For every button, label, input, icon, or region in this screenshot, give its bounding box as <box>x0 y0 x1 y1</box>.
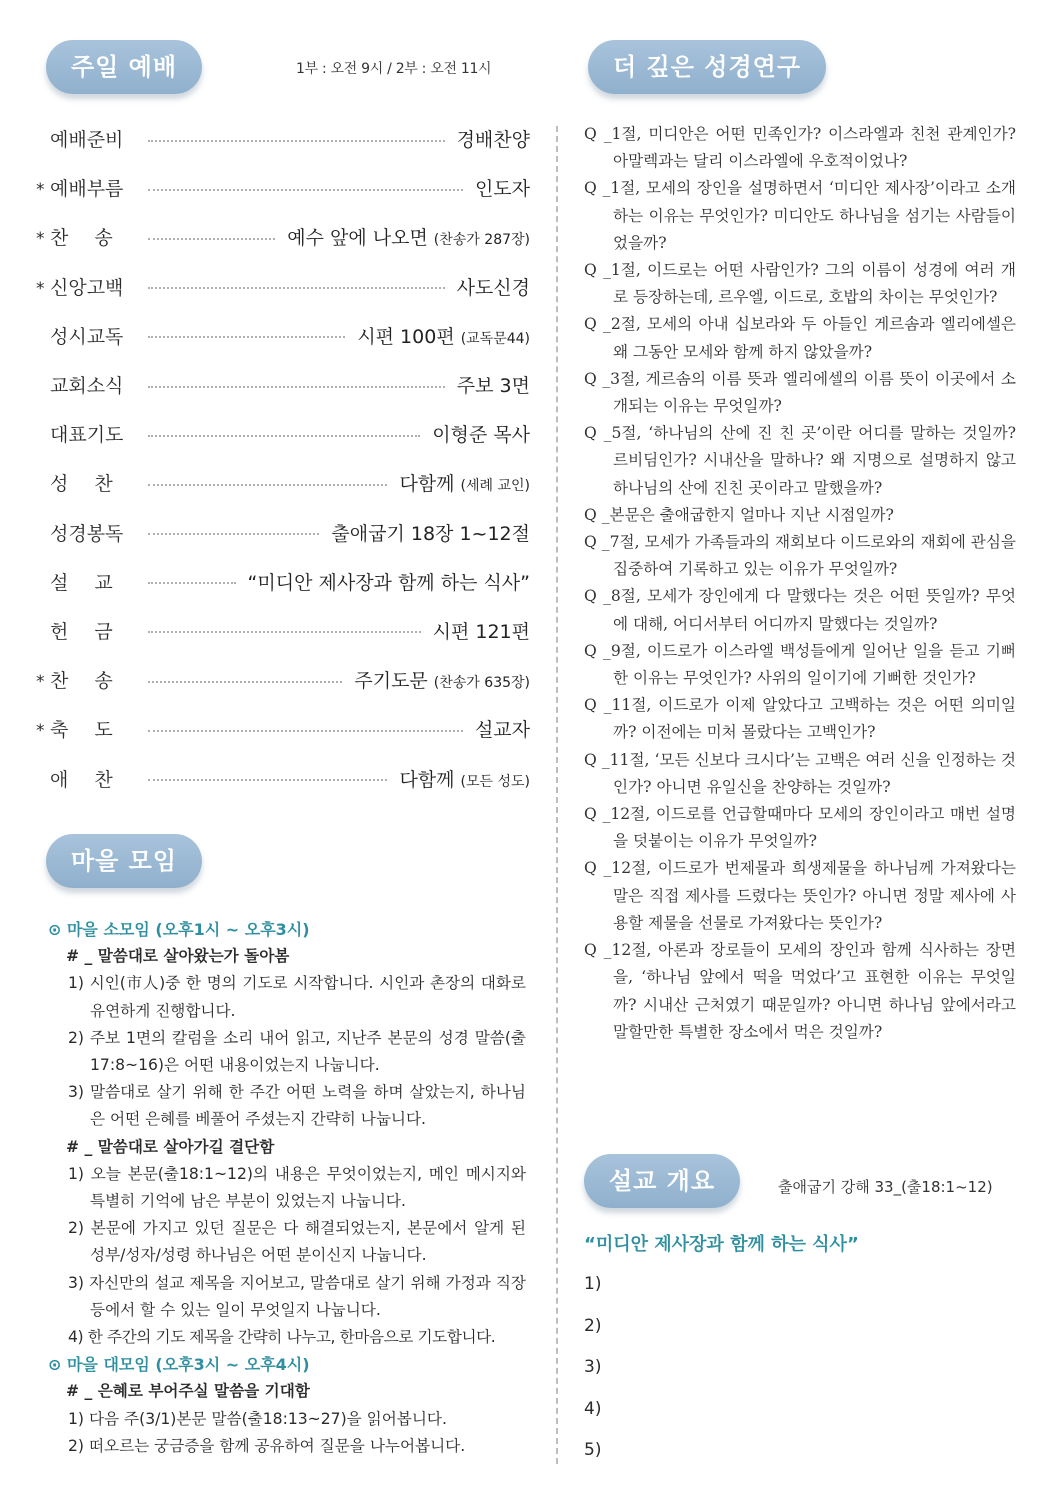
order-value-text: 출애굽기 18장 1~12절 <box>331 522 530 545</box>
order-value <box>457 273 530 300</box>
list-item: 1) 시인(市人)중 한 명의 기도로 시작합니다. 시인과 촌장의 대화로 유연하게 진행합니다. <box>68 974 526 1020</box>
sermon-point: 3) <box>584 1357 602 1377</box>
order-row <box>36 753 530 802</box>
order-name-text: 신앙고백 <box>50 276 124 299</box>
dot-leader <box>148 631 421 633</box>
question-item: Q _12절, 이드로가 번제물과 희생제물을 하나님께 가져왔다는 말은 직접 제사를 드렸다는 뜻인가? 아니면 정말 제사에 사용할 제물을 선물로 가져왔다는 뜻인가? <box>584 859 1016 932</box>
list-item: 2) 떠오르는 궁금증을 함께 공유하여 질문을 나누어봅니다. <box>68 1436 466 1455</box>
list-item: 2) 주보 1면의 칼럼을 소리 내어 읽고, 지난주 본문의 성경 말씀(출17:8~16)은 어떤 내용이었는지 나눕니다. <box>68 1028 526 1075</box>
large-group-heading: ⊙ 마을 대모임 (오후3시 ~ 오후4시) <box>48 1355 310 1375</box>
order-name <box>36 223 139 250</box>
order-name-text: 설교 <box>50 571 139 594</box>
order-name <box>36 715 139 742</box>
order-row <box>36 311 530 360</box>
sermon-point: 4) <box>584 1398 602 1419</box>
order-value-text: 인도자 <box>474 178 530 201</box>
dot-leader <box>148 533 319 535</box>
sermon-point: 5) <box>584 1440 602 1460</box>
order-value <box>457 125 530 152</box>
question-item: Q _3절, 게르솜의 이름 뜻과 엘리에셀의 이름 뜻이 이곳에서 소개되는 이유는 무엇일까? <box>584 369 1016 416</box>
dot-leader <box>148 386 445 388</box>
order-value-text: 사도신경 <box>456 276 530 299</box>
dot-leader <box>148 140 445 142</box>
order-name-text: 축도 <box>50 719 139 742</box>
column-divider <box>556 126 558 1464</box>
standing-mark: * <box>36 672 45 693</box>
worship-title: 주일 예배 <box>46 40 202 94</box>
order-value-text: 설교자 <box>474 719 530 742</box>
dot-leader <box>148 189 463 191</box>
order-value <box>357 322 530 349</box>
order-name <box>36 371 126 398</box>
order-value <box>399 469 530 496</box>
question-item: Q _1절, 미디안은 어떤 민족인가? 이스라엘과 친천 관계인가? 아말렉과는 달리 이스라엘에 우호적이었나? <box>584 125 1016 171</box>
order-value-note: (모든 성도) <box>460 773 530 790</box>
order-name-text: 예배준비 <box>50 129 124 152</box>
order-value <box>475 174 530 201</box>
question-item: Q _2절, 모세의 아내 십보라와 두 아들인 게르솜과 엘리에셀은 왜 그동안 모세와 함께 하지 않았을까? <box>584 315 1016 361</box>
order-value-text: 다함께 <box>399 768 455 791</box>
order-value <box>399 765 530 792</box>
sermon-heading: “미디안 제사장과 함께 하는 식사” <box>584 1234 859 1255</box>
list-item: 3) 자신만의 설교 제목을 지어보고, 말씀대로 살기 위해 가정과 직장 등에서 할 수 있는 일이 무엇일지 나눕니다. <box>68 1273 526 1319</box>
dot-leader <box>148 779 387 781</box>
order-value <box>457 371 530 398</box>
order-row <box>36 655 530 704</box>
village-section <box>48 916 526 1460</box>
order-row <box>36 508 530 557</box>
order-value-text: 예수 앞에 나오면 <box>287 227 428 250</box>
order-row <box>36 704 530 753</box>
question-item: Q _1절, 모세의 장인을 설명하면서 ‘미디안 제사장’이라고 소개하는 이유는 무엇인가? 미디안도 하나님을 섬기는 사람들이었을까? <box>584 179 1016 252</box>
study-title: 더 깊은 성경연구 <box>588 40 826 94</box>
order-value <box>287 223 530 250</box>
question-item: Q _11절, ‘모든 신보다 크시다’는 고백은 여러 신을 인정하는 것인가? 아니면 유일신을 찬양하는 것일까? <box>584 750 1016 796</box>
standing-mark: * <box>36 180 45 201</box>
sermon-point: 2) <box>584 1315 602 1336</box>
order-value-note: (교독문44) <box>460 330 530 347</box>
dot-leader <box>148 435 420 437</box>
village-title: 마을 모임 <box>46 834 202 888</box>
sermon-point: 1) <box>584 1274 602 1294</box>
order-name-text: 찬송 <box>50 227 139 250</box>
list-item: 1) 다음 주(3/1)본문 말씀(출18:13~27)을 읽어봅니다. <box>68 1409 447 1428</box>
order-value <box>475 715 530 742</box>
sermon-title-pill: 설교 개요 <box>584 1154 740 1208</box>
order-name-text: 성경봉독 <box>50 522 124 545</box>
dot-leader <box>148 484 387 486</box>
standing-mark: * <box>36 229 45 250</box>
order-row <box>36 458 530 507</box>
small-group-sub2: # _ 말씀대로 살아가길 결단함 <box>66 1137 275 1156</box>
order-value <box>432 420 530 447</box>
question-item: Q _11절, 이드로가 이제 알았다고 고백하는 것은 어떤 의미일까? 이전에는 미처 몰랐다는 고백인가? <box>584 696 1016 742</box>
order-value <box>331 519 530 546</box>
small-group-sub1: # _ 말씀대로 살아왔는가 돌아봄 <box>66 947 290 966</box>
order-name <box>36 666 139 693</box>
order-value-text: 시편 100편 <box>357 325 455 348</box>
question-item: Q _7절, 모세가 가족들과의 재회보다 이드로와의 재회에 관심을 집중하여 기록하고 있는 이유가 무엇일까? <box>584 533 1016 579</box>
question-item: Q _12절, 이드로를 언급할때마다 모세의 장인이라고 매번 설명을 덧붙이는 이유가 무엇일까? <box>584 805 1016 851</box>
order-name-text: 성찬 <box>50 473 139 496</box>
sermon-reference: 출애굽기 강해 33_(출18:1~12) <box>778 1178 993 1196</box>
order-name-text: 예배부름 <box>50 178 124 201</box>
order-name <box>36 273 126 300</box>
dot-leader <box>148 287 445 289</box>
order-name-text: 헌금 <box>50 620 139 643</box>
order-value-text: “미디안 제사장과 함께 하는 식사” <box>247 571 530 594</box>
question-item: Q _9절, 이드로가 이스라엘 백성들에게 일어난 일을 듣고 기뻐한 이유는 무엇인가? 사위의 일이기에 기뻐한 것인가? <box>584 641 1016 688</box>
order-name <box>36 420 126 447</box>
order-row <box>36 262 530 311</box>
dot-leader <box>148 238 275 240</box>
order-value-text: 이형준 목사 <box>432 424 530 447</box>
order-value <box>248 568 530 595</box>
dot-leader <box>148 730 463 732</box>
list-item: 2) 본문에 가지고 있던 질문은 다 해결되었는지, 본문에서 알게 된 성부/성자/성령 하나님은 어떤 분이신지 나눕니다. <box>68 1219 526 1265</box>
question-item: Q _5절, ‘하나님의 산에 진 친 곳’이란 어디를 말하는 것일까? 르비딤인가? 시내산을 말하나? 왜 지명으로 설명하지 않고 하나님의 산에 진친 곳이라고 말했을까? <box>584 424 1016 497</box>
question-item: Q _12절, 아론과 장로들이 모세의 장인과 함께 식사하는 장면을, ‘하나님 앞에서 떡을 먹었다’고 표현한 이유는 무엇일까? 시내산 근처였기 때문일까? 아니면 하나님 앞에서라고 말할만한 특별한 장소에서 먹은 것일까? <box>584 941 1016 1041</box>
order-value <box>354 666 530 693</box>
order-row <box>36 606 530 655</box>
list-item: 1) 오늘 본문(출18:1~12)의 내용은 무엇이었는지, 메인 메시지와 특별히 기억에 남은 부분이 있었는지 나눕니다. <box>68 1164 526 1211</box>
question-item: Q _8절, 모세가 장인에게 다 말했다는 것은 어떤 뜻일까? 무엇에 대해, 어디서부터 어디까지 말했다는 것일까? <box>584 587 1016 633</box>
order-value-text: 시편 121편 <box>432 620 530 643</box>
order-name-text: 대표기도 <box>50 424 124 447</box>
sermon-points <box>584 1270 601 1478</box>
dot-leader <box>148 582 236 584</box>
order-row <box>36 212 530 261</box>
order-value-note: (찬송가 635장) <box>433 675 530 692</box>
order-value <box>433 617 530 644</box>
order-name <box>36 568 139 595</box>
small-group-heading: ⊙ 마을 소모임 (오후1시 ~ 오후3시) <box>48 920 310 939</box>
order-name <box>36 174 126 201</box>
dot-leader <box>148 681 342 683</box>
order-name <box>36 617 139 644</box>
question-item: Q _본문은 출애굽한지 얼마나 지난 시점일까? <box>584 505 894 524</box>
large-group-sub: # _ 은혜로 부어주실 말씀을 기대함 <box>66 1382 310 1401</box>
order-value-text: 다함께 <box>399 473 455 496</box>
order-name <box>36 125 126 152</box>
order-name-text: 성시교독 <box>50 325 124 348</box>
order-row <box>36 557 530 606</box>
order-row <box>36 163 530 212</box>
order-value-note: (세례 교인) <box>460 478 530 495</box>
list-item: 4) 한 주간의 기도 제목을 간략히 나누고, 한마음으로 기도합니다. <box>68 1328 496 1347</box>
standing-mark: * <box>36 721 45 742</box>
small-group-items1 <box>48 970 526 1133</box>
service-times: 1부 : 오전 9시 / 2부 : 오전 11시 <box>296 61 492 77</box>
small-group-items2 <box>48 1161 526 1351</box>
order-name <box>36 765 139 792</box>
order-value-text: 주보 3면 <box>456 375 530 398</box>
study-questions <box>584 121 1016 1046</box>
order-name-text: 찬송 <box>50 670 139 693</box>
order-value-text: 경배찬양 <box>456 129 530 152</box>
order-name <box>36 469 139 496</box>
dot-leader <box>148 336 345 338</box>
order-row <box>36 114 530 163</box>
order-name <box>36 322 126 349</box>
order-name-text: 애찬 <box>50 768 139 791</box>
order-value-text: 주기도문 <box>354 670 428 693</box>
order-value-note: (찬송가 287장) <box>433 232 530 249</box>
order-row <box>36 360 530 409</box>
list-item: 3) 말씀대로 살기 위해 한 주간 어떤 노력을 하며 살았는지, 하나님은 어떤 은혜를 베풀어 주셨는지 간략히 나눕니다. <box>68 1083 526 1129</box>
standing-mark: * <box>36 278 45 299</box>
worship-order <box>36 114 530 803</box>
order-name-text: 교회소식 <box>50 375 124 398</box>
order-name <box>36 519 126 546</box>
order-row <box>36 409 530 458</box>
question-item: Q _1절, 이드로는 어떤 사람인가? 그의 이름이 성경에 여러 개로 등장하는데, 르우엘, 이드로, 호밥의 차이는 무엇인가? <box>584 261 1016 307</box>
